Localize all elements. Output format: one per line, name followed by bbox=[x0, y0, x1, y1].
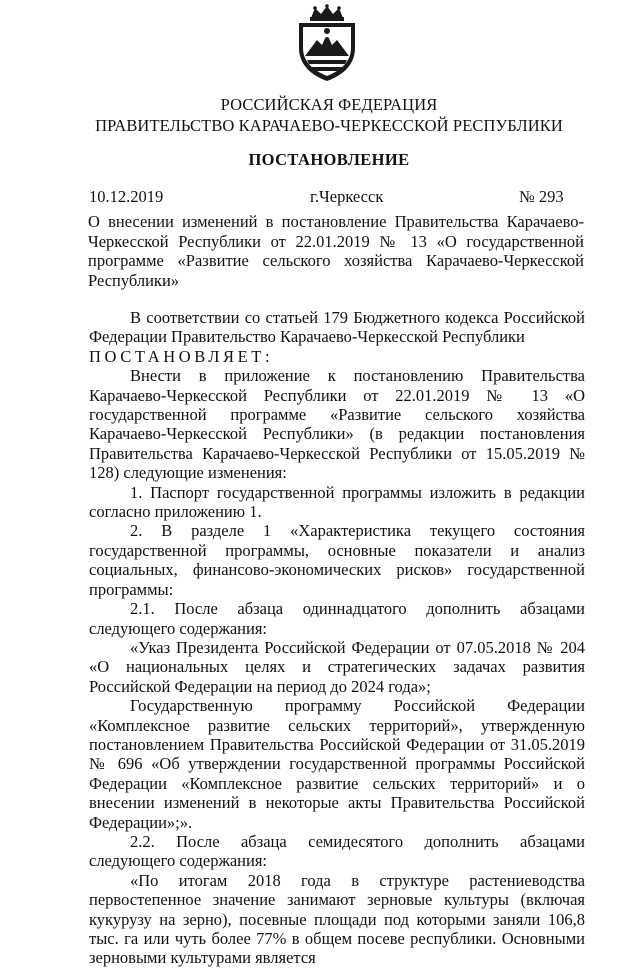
paragraph: 2.2. После абзаца семидесятого дополнить абзацами следующего содержания: bbox=[89, 831, 585, 871]
paragraph: В соответствии со статьей 179 Бюджетного кодекса Российской Федерации Правительство Карачаево-Черкесской Республики bbox=[89, 308, 585, 347]
paragraph: Государственную программу Российской Федерации «Комплексное развитие сельских территорий», утвержденную постановлением Правительства Российской Федерации от 31.05.2019 № 696 «Об утверждении государственной программы Российской Федерации «Комплексное развитие сельских территорий» и о внесении изменений в некоторые акты Правительства Российской Федерации»;». bbox=[89, 696, 585, 832]
paragraph: «Указ Президента Российской Федерации от 07.05.2018 № 204 «О национальных целях и стратегических задачах развития Российской Федерации на период до 2024 года»; bbox=[89, 637, 585, 696]
document-title: ПОСТАНОВЛЕНИЕ bbox=[248, 150, 410, 169]
paragraph: 2. В разделе 1 «Характеристика текущего состояния государственной программы, основные показатели и анализ социальных, финансово-экономических рисков» государственной программы: bbox=[89, 521, 585, 599]
header-country: РОССИЙСКАЯ ФЕДЕРАЦИЯ bbox=[220, 95, 438, 114]
document-city: г.Черкесск bbox=[310, 187, 384, 206]
document-body bbox=[89, 308, 585, 968]
paragraph: 2.1. После абзаца одиннадцатого дополнить абзацами следующего содержания: bbox=[89, 599, 585, 638]
paragraph: 1. Паспорт государственной программы изложить в редакции согласно приложению 1. bbox=[89, 482, 585, 522]
document-date: 10.12.2019 bbox=[89, 187, 164, 206]
document-number: № 293 bbox=[519, 187, 564, 206]
paragraph-resolves: ПОСТАНОВЛЯЕТ: bbox=[89, 346, 274, 366]
paragraph: Внести в приложение к постановлению Правительства Карачаево-Черкесской Республики от 22.01.2019 № 13 «О государственной программе «Развитие сельского хозяйства Карачаево-Черкесской Республики» (в редакции постановления Правительства Карачаево-Черкесской Республики от 15.05.2019 № 128) следующие изменения: bbox=[89, 366, 585, 483]
header-government: ПРАВИТЕЛЬСТВО КАРАЧАЕВО-ЧЕРКЕССКОЙ РЕСПУБЛИКИ bbox=[95, 116, 563, 135]
coat-of-arms-icon bbox=[293, 4, 361, 82]
paragraph: «По итогам 2018 года в структуре растениеводства первостепенное значение занимают зерновые культуры (включая кукурузу на зерно), посевные площади под которыми заняли 106,8 тыс. га или чуть более 77% в общем посеве республики. Основными зерновыми культурами является bbox=[89, 870, 585, 968]
document-subject: О внесении изменений в постановление Правительства Карачаево-Черкесской Республики от 22.01.2019 № 13 «О государственной программе «Развитие сельского хозяйства Карачаево-Черкесской Республики» bbox=[88, 212, 584, 290]
